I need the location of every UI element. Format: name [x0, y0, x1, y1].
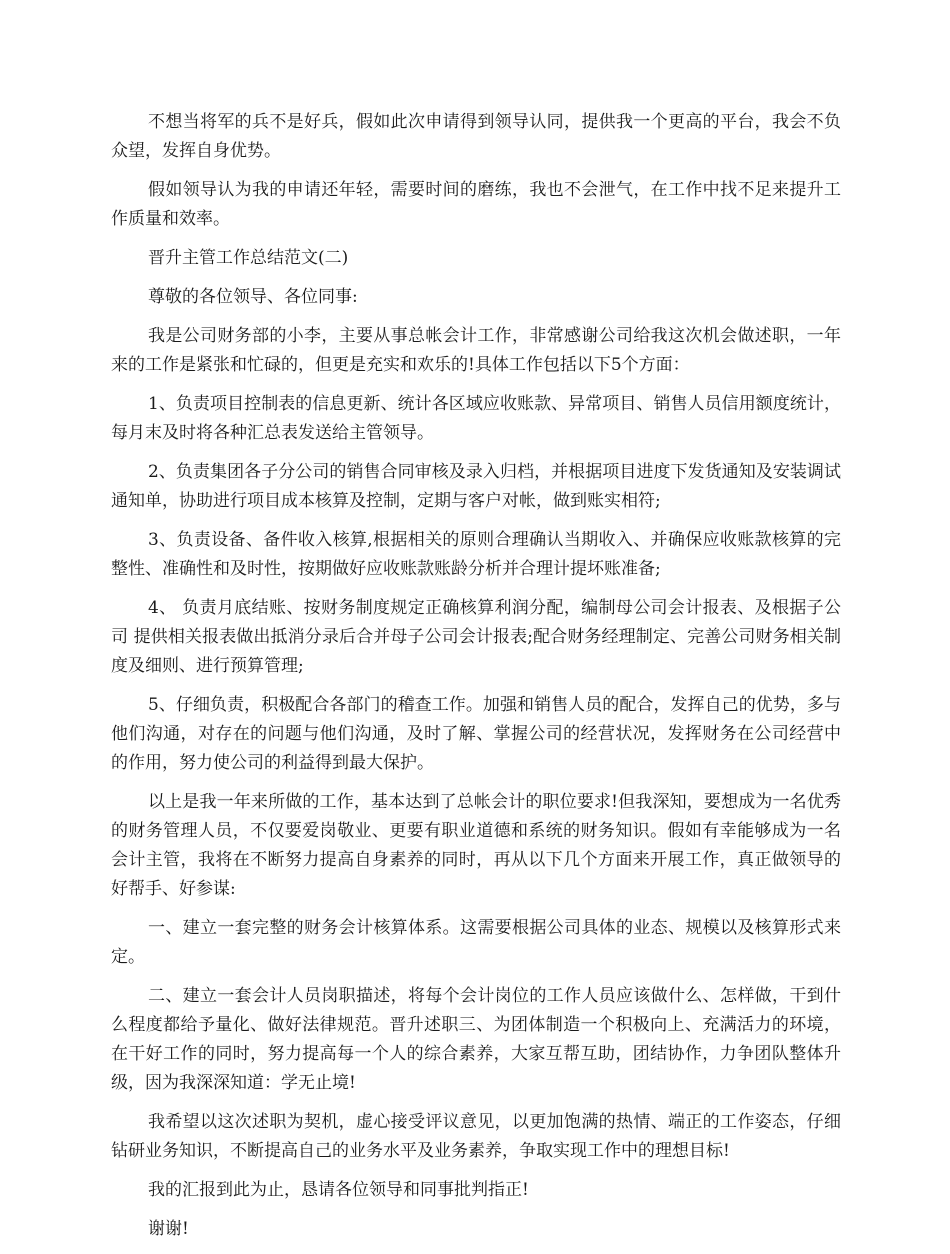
section-heading: 晋升主管工作总结范文(二): [148, 248, 349, 268]
list-item: 3、负责设备、备件收入核算,根据相关的原则合理确认当期收入、并确保应收账款核算的完整性、准确性和及时性，按期做好应收账款账龄分析并合理计提坏账准备;: [111, 530, 841, 579]
paragraph: 以上是我一年来所做的工作，基本达到了总帐会计的职位要求!但我深知，要想成为一名优秀的财务管理人员，不仅要爱岗敬业、更要有职业道德和系统的财务知识。假如有幸能够成为一名会计主管，我将在不断努力提高自身素养的同时，再从以下几个方面来开展工作，真正做领导的好帮手、好参谋:: [111, 792, 841, 899]
paragraph: 假如领导认为我的申请还年轻，需要时间的磨练，我也不会泄气，在工作中找不足来提升工作质量和效率。: [111, 180, 841, 229]
closing-thanks: 谢谢!: [148, 1219, 189, 1239]
paragraph: 我是公司财务部的小李，主要从事总帐会计工作，非常感谢公司给我这次机会做述职，一年来的工作是紧张和忙碌的，但更是充实和欢乐的!具体工作包括以下5个方面：: [111, 326, 841, 375]
closing-remark: 我的汇报到此为止，恳请各位领导和同事批判指正!: [148, 1180, 529, 1200]
plan-item: 二、建立一套会计人员岗职描述，将每个会计岗位的工作人员应该做什么、怎样做，干到什么程度都给予量化、做好法律规范。晋升述职三、为团体制造一个积极向上、充满活力的环境，在干好工作的同时，努力提高每一个人的综合素养，大家互帮互助，团结协作，力争团队整体升级，因为我深深知道：学无止境!: [111, 986, 841, 1093]
plan-item: 一、建立一套完整的财务会计核算体系。这需要根据公司具体的业态、规模以及核算形式来定。: [111, 918, 841, 967]
list-item: 2、负责集团各子分公司的销售合同审核及录入归档，并根据项目进度下发货通知及安装调试通知单，协助进行项目成本核算及控制，定期与客户对帐，做到账实相符;: [111, 462, 841, 511]
list-item: 1、负责项目控制表的信息更新、统计各区域应收账款、异常项目、销售人员信用额度统计，每月末及时将各种汇总表发送给主管领导。: [111, 394, 841, 443]
salutation: 尊敬的各位领导、各位同事:: [148, 287, 358, 307]
document-body: [111, 108, 841, 1254]
paragraph: 我希望以这次述职为契机，虚心接受评议意见，以更加饱满的热情、端正的工作姿态，仔细钻研业务知识，不断提高自己的业务水平及业务素养，争取实现工作中的理想目标!: [111, 1112, 841, 1161]
list-item: 4、 负责月底结账、按财务制度规定正确核算利润分配，编制母公司会计报表、及根据子公司 提供相关报表做出抵消分录后合并母子公司会计报表;配合财务经理制定、完善公司财务相关制度及细则、进行预算管理;: [111, 598, 841, 676]
list-item: 5、仔细负责，积极配合各部门的稽查工作。加强和销售人员的配合，发挥自己的优势，多与他们沟通，对存在的问题与他们沟通，及时了解、掌握公司的经营状况，发挥财务在公司经营中的作用，努力使公司的利益得到最大保护。: [111, 695, 841, 773]
paragraph: 不想当将军的兵不是好兵，假如此次申请得到领导认同，提供我一个更高的平台，我会不负众望，发挥自身优势。: [111, 112, 841, 161]
